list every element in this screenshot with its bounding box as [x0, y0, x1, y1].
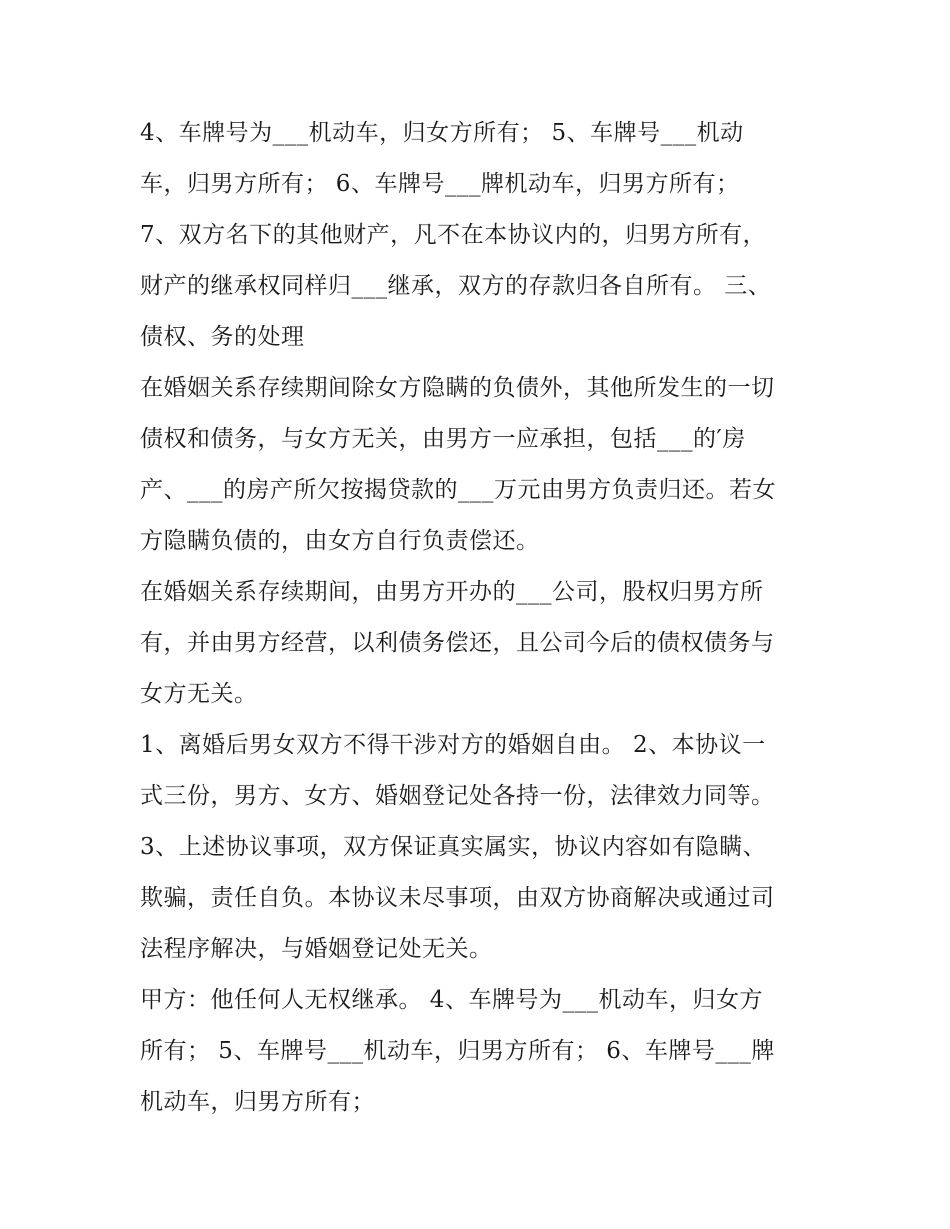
text-line: 欺骗，责任自负。本协议未尽事项，由双方协商解决或通过司: [140, 885, 775, 911]
text-line: 所有； 5、车牌号___机动车，归男方所有； 6、车牌号___牌: [140, 1038, 775, 1064]
text-line: 在婚姻关系存续期间除女方隐瞒的负债外，其他所发生的一切: [140, 375, 775, 401]
text-line: 式三份，男方、女方、婚姻登记处各持一份，法律效力同等。: [140, 783, 775, 809]
text-line: 方隐瞒负债的，由女方自行负责偿还。: [140, 528, 540, 554]
text-line: 女方无关。: [140, 681, 258, 707]
text-line: 3、上述协议事项，双方保证真实属实，协议内容如有隐瞒、: [140, 834, 767, 860]
text-line: 在婚姻关系存续期间，由男方开办的___公司，股权归男方所: [140, 579, 764, 605]
text-line: 财产的继承权同样归___继承，双方的存款归各自所有。 三、: [140, 273, 772, 299]
text-line: 产、___的房产所欠按揭贷款的___万元由男方负责归还。若女: [140, 477, 776, 503]
text-line: 车，归男方所有； 6、车牌号___牌机动车，归男方所有；: [140, 171, 740, 197]
text-line: 债权和债务，与女方无关，由男方一应承担，包括___的′房: [140, 426, 746, 452]
text-line: 债权、务的处理: [140, 324, 305, 350]
text-line: 甲方：他任何人无权继承。 4、车牌号为___机动车，归女方: [140, 987, 763, 1013]
document-body: [140, 108, 820, 1128]
text-line: 4、车牌号为___机动车，归女方所有； 5、车牌号___机动: [140, 120, 744, 146]
text-line: 法程序解决，与婚姻登记处无关。: [140, 936, 493, 962]
text-line: 机动车，归男方所有；: [140, 1089, 375, 1115]
text-line: 7、双方名下的其他财产，凡不在本协议内的，归男方所有，: [140, 222, 767, 248]
text-line: 有，并由男方经营，以利债务偿还，且公司今后的债权债务与: [140, 630, 775, 656]
text-line: 1、离婚后男女双方不得干涉对方的婚姻自由。 2、本协议一: [140, 732, 766, 758]
